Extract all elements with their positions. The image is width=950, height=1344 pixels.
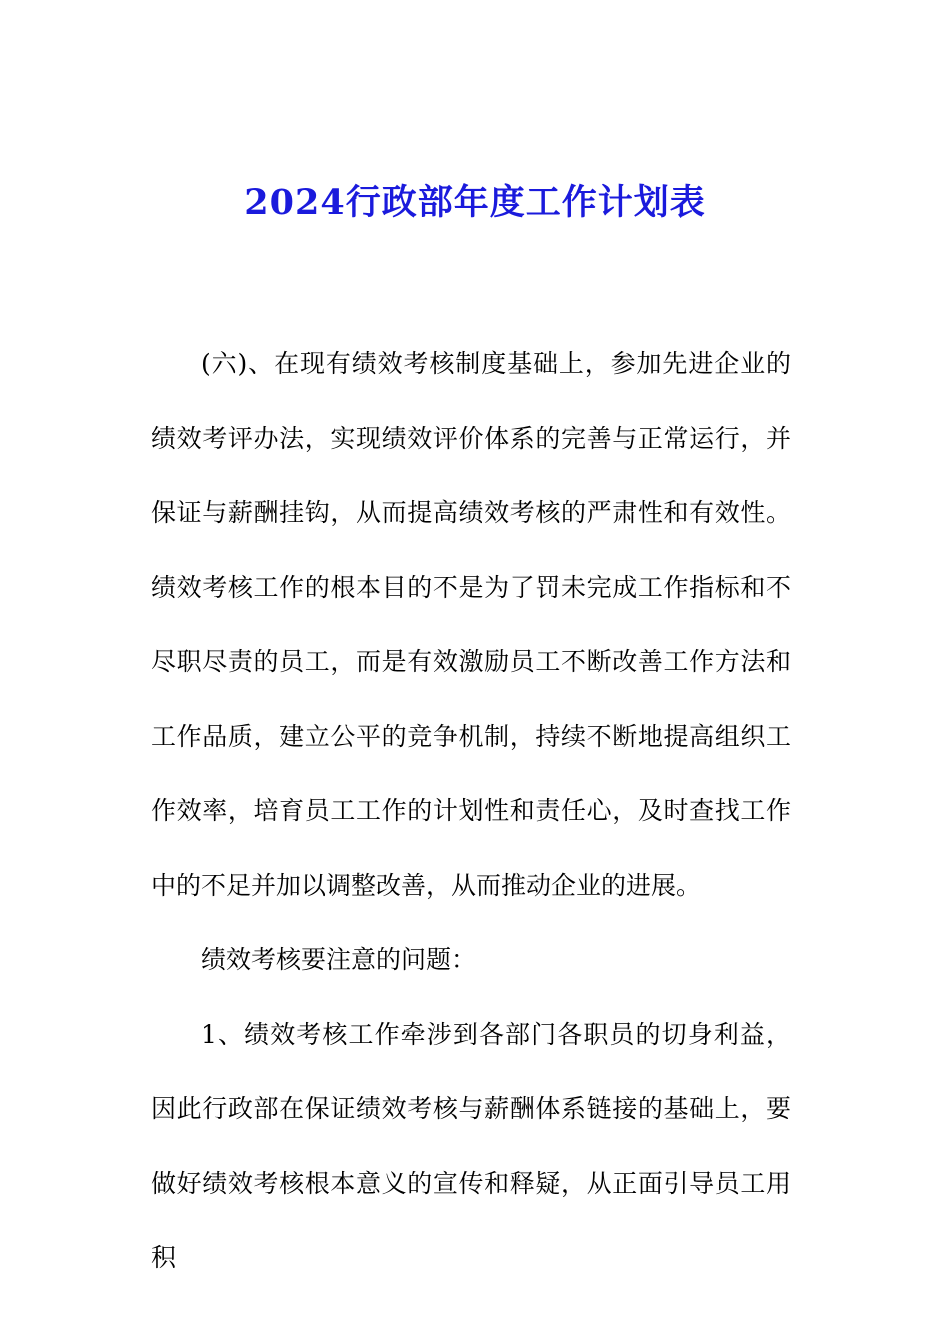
document-body: [151, 327, 791, 1296]
paragraph-issue-1: 1、绩效考核工作牵涉到各部门各职员的切身利益，因此行政部在保证绩效考核与薪酬体系链接的基础上，要做好绩效考核根本意义的宣传和释疑，从正面引导员工用积: [151, 1019, 791, 1272]
document-title: 2024行政部年度工作计划表: [244, 182, 706, 223]
paragraph-performance-review: (六)、在现有绩效考核制度基础上，参加先进企业的绩效考评办法，实现绩效评价体系的完善与正常运行，并保证与薪酬挂钩，从而提高绩效考核的严肃性和有效性。绩效考核工作的根本目的不是为了罚未完成工作指标和不尽职尽责的员工，而是有效激励员工不断改善工作方法和工作品质，建立公平的竞争机制，持续不断地提高组织工作效率，培育员工工作的计划性和责任心，及时查找工作中的不足并加以调整改善，从而推动企业的进展。: [151, 349, 791, 900]
paragraph-issues-heading: 绩效考核要注意的问题：: [201, 945, 477, 974]
